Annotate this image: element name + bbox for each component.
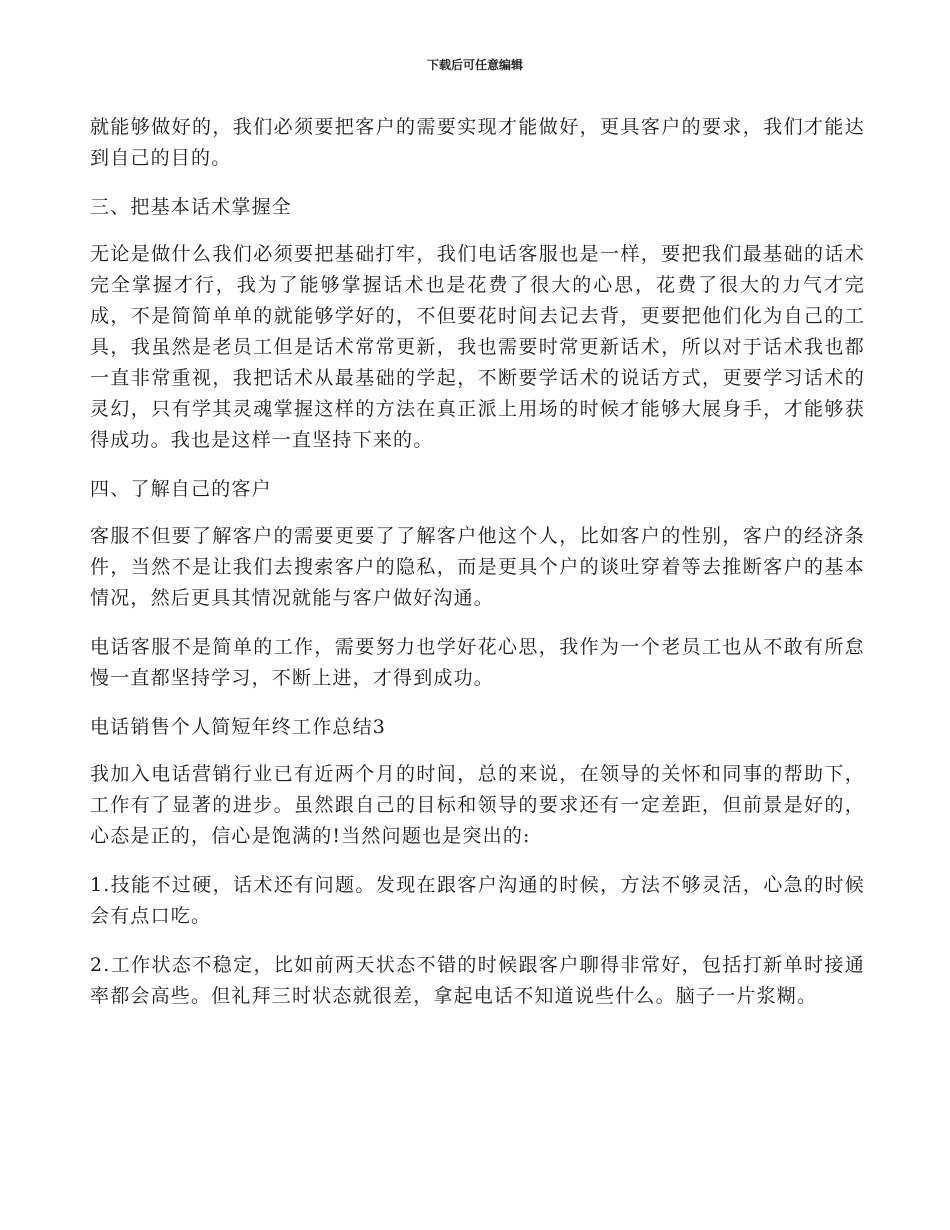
page-header: 下载后可任意编辑 [426,58,523,72]
paragraph-intro: 我加入电话营销行业已有近两个月的时间，总的来说，在领导的关怀和同事的帮助下，工作有了显著的进步。虽然跟自己的目标和领导的要求还有一定差距，但前景是好的，心态是正的，信心是饱满的!当然问题也是突出的: [90,763,865,847]
list-item-1: 1.技能不过硬，话术还有问题。发现在跟客户沟通的时候，方法不够灵活，心急的时候会有点口吃。 [90,874,865,927]
paragraph-conclusion: 电话客服不是简单的工作，需要努力也学好花心思，我作为一个老员工也从不敢有所怠慢一直都坚持学习，不断上进，才得到成功。 [90,636,865,689]
document-body [90,112,865,1030]
paragraph-know-customer: 客服不但要了解客户的需要更要了了解客户他这个人，比如客户的性别，客户的经济条件，当然不是让我们去搜索客户的隐私，而是更具个户的谈吐穿着等去推断客户的基本情况，然后更具其情况就能与客户做好沟通。 [90,525,865,609]
section-heading-3: 三、把基本话术掌握全 [90,196,293,218]
list-item-2: 2.工作状态不稳定，比如前两天状态不错的时候跟客户聊得非常好，包括打新单时接通率都会高些。但礼拜三时状态就很差，拿起电话不知道说些什么。脑子一片浆糊。 [90,954,865,1007]
paragraph-script-mastery: 无论是做什么我们必须要把基础打牢，我们电话客服也是一样，要把我们最基础的话术完全掌握才行，我为了能够掌握话术也是花费了很大的心思，花费了很大的力气才完成，不是简简单单的就能够学好的，不但要花时间去记去背，更要把他们化为自己的工具，我虽然是老员工但是话术常常更新，我也需要时常更新话术，所以对于话术我也都一直非常重视，我把话术从最基础的学起，不断要学话术的说话方式，更要学习话术的灵幻，只有学其灵魂掌握这样的方法在真正派上用场的时候才能够大展身手，才能够获得成功。我也是这样一直坚持下来的。 [90,243,865,451]
article-title-3: 电话销售个人简短年终工作总结3 [90,716,387,738]
paragraph-continuation: 就能够做好的，我们必须要把客户的需要实现才能做好，更具客户的要求，我们才能达到自己的目的。 [90,116,865,169]
section-heading-4: 四、了解自己的客户 [90,478,272,500]
